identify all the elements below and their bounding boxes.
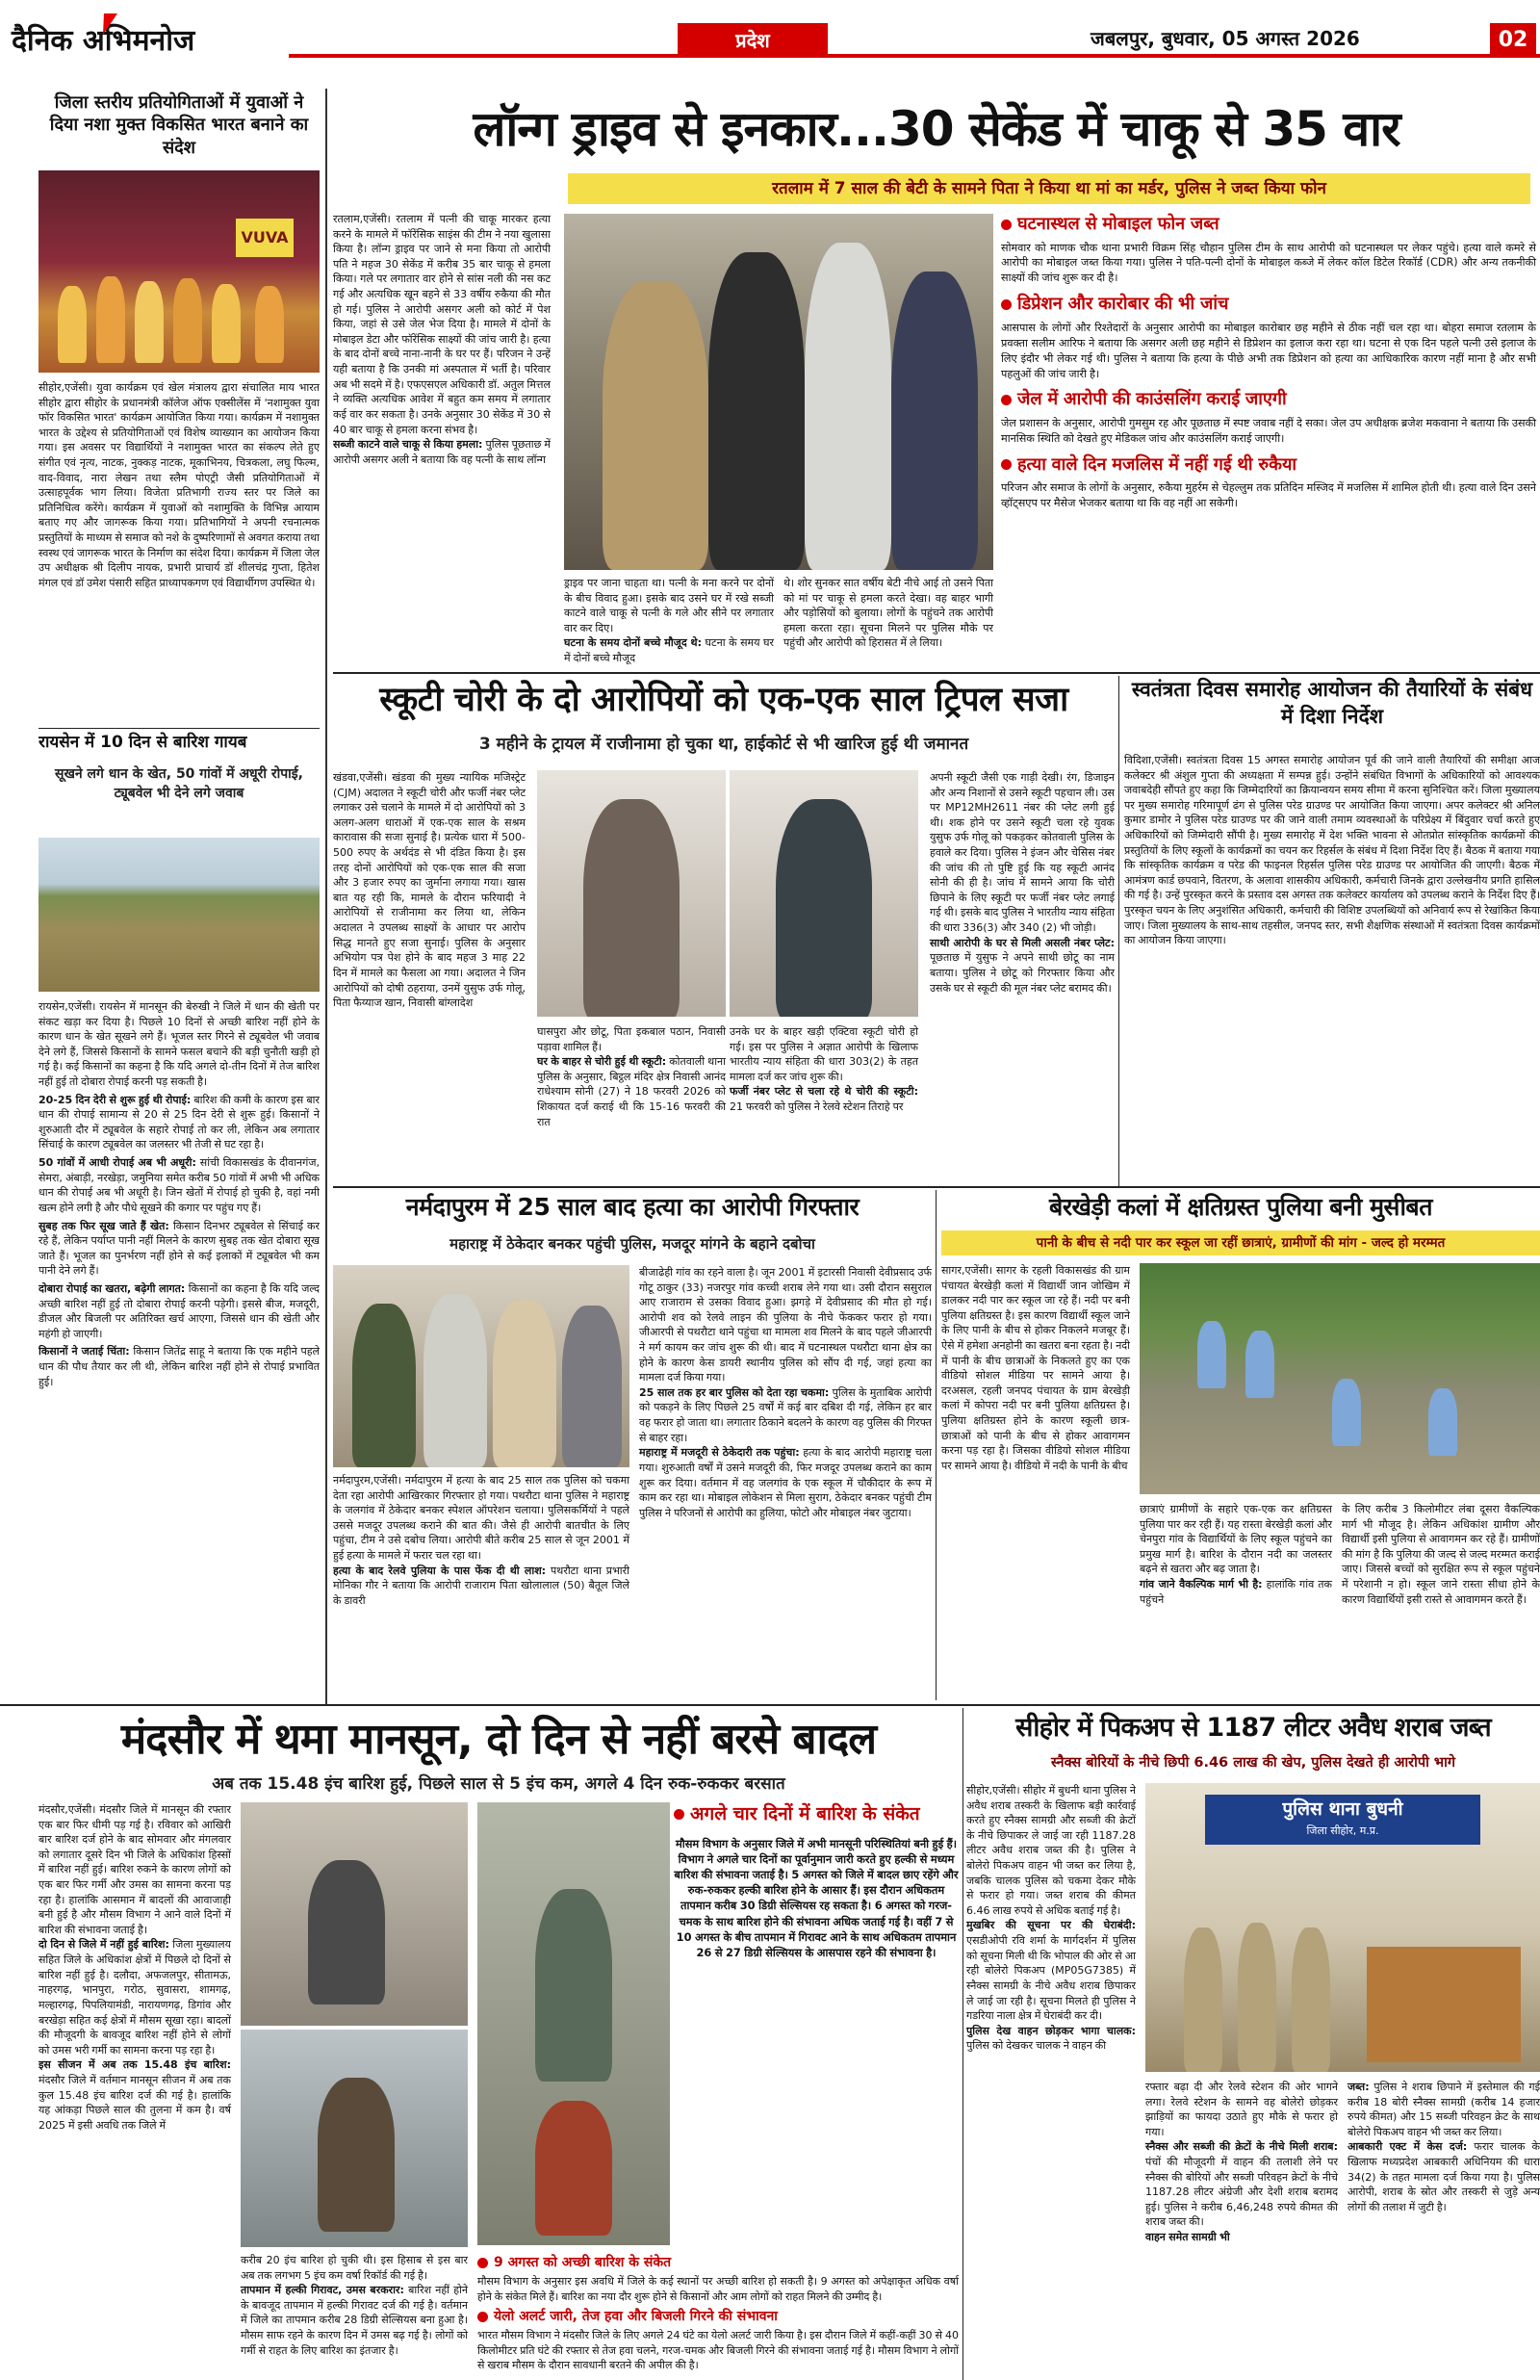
lead-sidebar [1001, 212, 1536, 669]
sehore-col1-heading2-text: पुलिस को देखकर चालक ने वाहन की [966, 2039, 1107, 2053]
mandsaur-caption-heading-text: बारिश नहीं होने के बावजूद तापमान में हल्की गिरावट दर्ज की गई है। वर्तमान में जिले का तापमान करीब 28 डिग्री सेल्सियस बना हुआ है। मौसम साफ रहने के कारण दिन में उमस बढ़ गई है। लोगों को गर्मी से राहत के लिए बारिश का इंतजार है। [241, 2284, 469, 2357]
narmada-col2-heading: 25 साल तक हर बार पुलिस को देता रहा चकमा: [639, 1385, 830, 1399]
yellow-alert-heading [477, 2307, 959, 2325]
left-story-yuva [38, 91, 320, 727]
scooty-col4-heading: साथी आरोपी के घर से मिली असली नंबर प्लेट: [930, 936, 1115, 949]
raisen-p6: किसान जितेंद्र साहू ने बताया कि एक महीने पहले धान की पौध तैयार कर ली थी, लेकिन बारिश नहीं होने से रोपाई प्रभावित हुई। [38, 1345, 320, 1388]
rain-signs-block [477, 2253, 959, 2380]
mandsaur-subhead: अब तक 15.48 इंच बारिश हुई, पिछले साल से 5 इंच कम, अगले 4 दिन रुक-रुककर बरसात [212, 1774, 785, 1794]
lead-caption-left-text: ड्राइव पर जाना चाहता था। पत्नी के मना करने पर दोनों के बीच विवाद हुआ। इसके बाद उसने घर में रखे सब्जी काटने वाले चाकू से पत्नी के गले और सीने पर लगातार वार कर दिए। [564, 577, 774, 634]
berkhedi-col2 [1140, 1502, 1332, 1698]
lead-col1-heading-text: पुलिस पूछताछ में आरोपी असगर अली ने बताया कि वह पत्नी के साथ लॉन्ग [333, 438, 551, 466]
left-story-raisen-body [38, 999, 320, 1702]
sehore-col3-heading2: आबकारी एक्ट में केस दर्ज: [1348, 2140, 1468, 2154]
accused-photo-1 [537, 770, 726, 1017]
road-riders-photo-3 [477, 1802, 670, 2245]
lead-side-h2 [1001, 292, 1536, 317]
mandsaur-photo-caption [241, 2253, 468, 2378]
lead-photo-caption-right: थे। शोर सुनकर सात वर्षीय बेटी नीचे आई तो उसने पिता को मां पर चाकू से हमला करते देखा। वह बाहर भागी और पड़ोसियों को बुलाया। लोगों के पहुंचने तक आरोपी हमला करता रहा। सूचना मिलने पर पुलिस मौके पर पहुंची और आरोपी को हिरासत में ले लिया। [783, 577, 993, 650]
bullet-icon [477, 2312, 488, 2322]
berkhedi-col2-heading: गांव जाने वैकल्पिक मार्ग भी है: [1140, 1578, 1263, 1591]
narmada-col1-heading: हत्या के बाद रेलवे पुलिया के पास फेंक दी थी लाश: [333, 1564, 547, 1577]
forecast-heading [674, 1802, 959, 1826]
road-riders-photo-2 [241, 2030, 468, 2247]
scooty-col4 [930, 770, 1115, 1175]
sehore-headline: सीहोर में पिकअप से 1187 लीटर अवैध शराब जब्त [1015, 1713, 1491, 1743]
lead-headline: लॉन्ग ड्राइव से इनकार...30 सेकेंड में चाकू से 35 वार [473, 101, 1400, 157]
left-story-raisen-title: रायसेन में 10 दिन से बारिश गायब [38, 733, 247, 752]
lead-photo-caption-left [564, 576, 774, 669]
forecast-box [674, 1802, 959, 2245]
lead-col1-text: रतलाम,एजेंसी। रतलाम में पत्नी की चाकू मारकर हत्या करने के मामले में फॉरेंसिक साइंस की टीम ने नया खुलासा किया है। लॉन्ग ड्राइव पर जाने से मना किया तो आरोपी पति ने महज 30 सेकेंड में करीब 35 बार चाकू से हमला किया। गले पर लगातार वार होने से सांस नली की नस कट गई और अत्यधिक खून बहने से 33 वर्षीय रुकैया की मौत हो गई। पुलिस ने आरोपी असगर अली को कोर्ट में पेश किया, जहां से उसे जेल भेज दिया है। मामले में दोनों के मोबाइल डेटा और फॉरेंसिक साक्ष्यों की जांच जारी है। हत्या के बाद दोनों बच्चे नाना-नानी के घर पर हैं। परिजन ने उन्हें यही बताया है कि उनकी मां अस्पताल में भर्ती है। परिवार अब भी सदमे में है। एफएसएल अधिकारी डॉ. अतुल मित्तल ने व्यक्ति अत्यधिक आवेश में बहुत कम समय में लगातार कई वार कर सकता है। उनके अनुसार 30 सेकेंड में 30 से 40 बार चाकू से हमला करना संभव है। [333, 213, 551, 436]
bullet-icon [1001, 395, 1012, 405]
mandsaur-caption-heading: तापमान में हल्की गिरावट, उमस बरकरार: [241, 2284, 404, 2297]
mandsaur-caption-text: करीब 20 इंच बारिश हो चुकी थी। इस हिसाब से इस बार अब तक लगभग 5 इंच कम वर्षा रिकॉर्ड की गई है। [241, 2254, 468, 2282]
sehore-col2-text: रफ्तार बढ़ा दी और रेलवे स्टेशन की ओर भागने लगा। रेलवे स्टेशन के सामने वह बोलेरो छोड़कर झाड़ियों का फायदा उठाते हुए मौके से फरार हो गया। [1145, 2081, 1338, 2138]
scooty-caption-left-text: घासपुरा और छोटू, पिता इकबाल पठान, निवासी पड़ावा शामिल हैं। [537, 1025, 726, 1053]
mandsaur-story [38, 1708, 959, 2380]
mandsaur-col1-heading: दो दिन से जिले में नहीं हुई बारिश: [38, 1938, 169, 1952]
sehore-story [966, 1708, 1540, 2380]
sehore-col2-heading2: वाहन समेत सामग्री भी [1145, 2231, 1230, 2244]
sehore-col2-heading: स्नैक्स और सब्जी की क्रेटों के नीचे मिली शराब: [1145, 2140, 1338, 2154]
raisen-p4: किसान दिनभर ट्यूबवेल से सिंचाई कर रहे हैं, लेकिन पर्याप्त पानी नहीं मिलने के कारण सुबह तक खेत दोबारा सूख जाते हैं। भूजल का पुनर्भरण नहीं होने से कई इलाकों में ट्यूबवेल भी कम पानी देने लगे हैं। [38, 1219, 320, 1278]
lead-col1-heading: सब्जी काटने वाले चाकू से किया हमला: [333, 438, 483, 452]
raisen-p2: बारिश की कमी के कारण इस बार धान की रोपाई सामान्य से 20 से 25 दिन देरी से शुरू हुई। किसानों ने शुरुआती दौर में ट्यूबवेल के सहारे रोपाई तो कर ली, लेकिन अब लगातार सिंचाई के कारण ट्यूबवेल का जलस्तर भी तेजी से घट रहा है। [38, 1093, 320, 1151]
section-label: प्रदेश [678, 23, 828, 58]
narmada-col1-heading-text: पथरौटा थाना प्रभारी मोनिका गौर ने बताया कि आरोपी राजाराम पिता खोलालाल (50) बैतूल जिले के डावरी [333, 1564, 629, 1607]
lead-side-h1-text: घटनास्थल से मोबाइल फोन जब्त [1017, 214, 1219, 234]
yuva-banner: VUVA [236, 219, 294, 257]
sehore-col1-heading: मुखबिर की सूचना पर की घेराबंदी: [966, 1919, 1136, 1932]
lead-col1 [333, 212, 551, 669]
forecast-body: मौसम विभाग के अनुसार जिले में अभी मानसूनी परिस्थितियां बनी हुई हैं। विभाग ने अगले चार दिनों का पूर्वानुमान जारी करते हुए हल्की से मध्यम बारिश की संभावना जताई है। 5 अगस्त को जिले में बादल छाए रहेंगे और रुक-रुककर हल्की बारिश होने के आसार हैं। इस दौरान अधिकतम तापमान करीब 30 डिग्री सेल्सियस रह सकता है। 6 अगस्त को गरज-चमक के साथ बारिश होने की संभावना अधिक जताई गई है। वहीं 7 से 10 अगस्त के बीच तापमान में गिरावट आने के साथ अधिकतम तापमान 26 से 27 डिग्री सेल्सियस के आसपास रहने की संभावना है। [674, 1836, 959, 1959]
lead-caption-left-heading: घटना के समय दोनों बच्चे मौजूद थे: [564, 636, 702, 650]
sehore-col2 [1145, 2080, 1338, 2378]
lead-caption-left-heading-text: घटना के समय घर में दोनों बच्चे मौजूद [564, 636, 775, 665]
rain-signs-heading-text: 9 अगस्त को अच्छी बारिश के संकेत [494, 2255, 672, 2270]
scooty-caption-left-heading: घर के बाहर से चोरी हुई थी स्कूटी: [537, 1055, 667, 1069]
sehore-col3-heading-text: पुलिस ने शराब छिपाने में इस्तेमाल की गई करीब 18 बोरी स्नैक्स सामग्री (करीब 14 हजार रुपये कीमत) और 15 सब्जी परिवहन क्रेट के साथ बोलेरो पिकअप वाहन भी जब्त कर लिया। [1348, 2081, 1540, 2138]
mandsaur-col1-heading-text: जिला मुख्यालय सहित जिले के अधिकांश क्षेत्रों में पिछले दो दिनों से बारिश नहीं हुई है। दलौदा, अफजलपुर, सीतामऊ, नाहरगढ़, भानपुरा, गरोठ, सुवासरा, शामगढ़, मल्हारगढ़, पिपलियामंडी, नारायणगढ़, डिगांव और बरखेड़ा सहित कई क्षेत्रों में मौसम सूखा रहा। बादलों की मौजूदगी के बावजूद बारिश नहीं होने से लोगों को उमस भरी गर्मी का सामना करना पड़ रहा है। [38, 1938, 232, 2057]
mandsaur-col1 [38, 1802, 231, 2378]
scooty-col4-heading-text: पूछताछ में युसुफ ने अपने साथी छोटू का नाम बताया। पुलिस ने छोटू को गिरफ्तार किया और उसके घर से स्कूटी की मूल नंबर प्लेट बरामद की। [930, 951, 1115, 995]
mandsaur-col1-text: मंदसौर,एजेंसी। मंदसौर जिले में मानसून की रफ्तार एक बार फिर धीमी पड़ गई है। रविवार को आखिरी बार बारिश दर्ज होने के बाद सोमवार और मंगलवार को लगातार दूसरे दिन भी जिले के अधिकांश हिस्सों में बारिश नहीं हुई। बारिश रुकने के कारण लोगों को एक बार फिर गर्मी और उमस का सामना करना पड़ रहा है। हालांकि आसमान में बादलों की आवाजाही बनी हुई है और मौसम विभाग ने आने वाले दिनों में बारिश की संभावना जताई है। [38, 1803, 231, 1936]
lead-side-h3 [1001, 387, 1536, 412]
raisen-h5: किसानों ने जताई चिंता: [38, 1345, 130, 1358]
independence-body: विदिशा,एजेंसी। स्वतंत्रता दिवस 15 अगस्त समारोह आयोजन पूर्व की जाने वाली तैयारियों की समीक्षा आज कलेक्टर श्री अंशुल गुप्ता की अध्यक्षता में सम्पन्न हुई। उन्होंने संबंधित विभागों के अधिकारियों को आवश्यक जवाबदेही सौंपते हुए कहा कि जिम्मेदारियों का क्रियान्वयन समय सीमा में करना सुनिश्चित करें। जिला मुख्यालय पर मुख्य समारोह गरिमापूर्ण ढंग से पुलिस परेड ग्राउण्ड पर आयोजित किया जाएगा। अपर कलेक्टर श्री अनिल कुमार डामोर ने पुलिस परेड ग्राउण्ड पर की जाने वाली तमाम व्यवस्थाओं के परिप्रेक्ष्य में बिंदुवार चर्चा करते हुए अधिकारियों को जिम्मेदारी सौंपी है। मुख्य समारोह में देश भक्ति भावना से ओतप्रोत सांस्कृतिक कार्यक्रमों की प्रस्तुतियों के लिए स्कूलों के कार्यक्रमों का चयन कर रिहर्सल के संबंध में दिशा निर्देश दिए हैं। बैठक में बताया गया कि सांस्कृतिक कार्यक्रम व परेड की फाइनल रिहर्सल पुलिस परेड ग्राउण्ड पर आयोजित की जाएगी। बैठक में आमंत्रण कार्ड छपवाने, वितरण, के अलावा शासकीय अधिकारी, कर्मचारी जिनके द्वारा उल्लेखनीय प्रगति हासिल की गई है। उन्हें पुरस्कृत करने के प्रस्ताव दस अगस्त तक कलेक्टर कार्यालय को उपलब्ध कराने के निर्देश दिए हैं। पुरस्कृत चयन के लिए अनुशंसित अधिकारी, कर्मचारी की विशिष्ट उपलब्धियों को अनिवार्य रूप से रेखांकित किया जाए। जिला मुख्यालय के साथ-साथ तहसील, जनपद स्तर, सभी शैक्षणिक संस्थाओं में स्वतंत्रता दिवस कार्यक्रमों का आयोजन किया जाएगा। [1124, 754, 1540, 947]
lead-side-h1 [1001, 212, 1536, 237]
scooty-col4-text: अपनी स्कूटी जैसी एक गाड़ी देखी। रंग, डिजाइन और अन्य निशानों से उसने स्कूटी पहचान ली। उस पर MP12MH2611 नंबर की प्लेट लगी हुई थी। शक होने पर उसने स्कूटी चला रहे युवक युसुफ उर्फ गोलू को पकड़कर कोतवाली पुलिस के हवाले कर दिया। पुलिस ने इंजन और चेसिस नंबर की जांच की तो पुष्टि हुई कि यह स्कूटी आनंद सोनी की ही है। जांच में सामने आया कि चोरी छिपाने के लिए स्कूटी पर फर्जी नंबर प्लेट लगाई गई थी। इसके बाद पुलिस ने भारतीय न्याय संहिता की धारा 336(3) और 340 (2) भी जोड़ी। [930, 771, 1115, 935]
accused-photo-2 [730, 770, 918, 1017]
berkhedi-col3: के लिए करीब 3 किलोमीटर लंबा दूसरा वैकल्पिक मार्ग भी मौजूद है। लेकिन अधिकांश ग्रामीण और विद्यार्थी इसी पुलिया से आवागमन कर रहे हैं। ग्रामीणों की मांग है कि पुलिया की जल्द से जल्द मरम्मत कराई जाए। जिससे बच्चों को सुरक्षित रूप से स्कूल पहुंचने में परेशानी न हो। स्कूल जाने रास्ता सीधा होने के कारण विद्यार्थियों इसी रास्ते से आवागमन करते हैं। [1342, 1503, 1540, 1606]
scooty-caption-right [730, 1024, 918, 1175]
bullet-icon [674, 1809, 684, 1820]
narmada-col2-heading2: महाराष्ट्र में मजदूरी से ठेकेदारी तक पहुंचा: [639, 1446, 800, 1460]
raisen-p3: सांची विकासखंड के दीवानगंज, सेमरा, अंबाड़ी, नरखेड़ा, जमुनिया समेत करीब 50 गांवों में अभी भी अधिक धान की रोपाई अब भी अधूरी है। जिन खेतों में रोपाई हो चुकी है, वहां नमी खत्म होने लगी है और पौधे सूखने की कगार पर पहुंच गए हैं। [38, 1156, 320, 1214]
left-story-yuva-body: सीहोर,एजेंसी। युवा कार्यक्रम एवं खेल मंत्रालय द्वारा संचालित माय भारत सीहोर द्वारा सीहोर के प्रधानमंत्री कॉलेज ऑफ एक्सीलेंस में 'नशामुक्त युवा फॉर विकसित भारत' कार्यक्रम आयोजित किया गया। कार्यक्रम में नशामुक्त भारत के उद्देश्य से प्रतियोगिताओं एवं विशेष व्याख्यान का आयोजन किया गया। इस अवसर पर विद्यार्थियों ने नशामुक्त भारत का संकल्प लेते हुए संगीत एवं नृत्य, नाटक, नुक्कड़ नाटक, मूकाभिनय, चित्रकला, लघु फिल्म, वाद-विवाद, नारा लेखन तथा स्लैम पोएट्री जैसी प्रतियोगिताओं में उत्साहपूर्वक भाग लिया। विजेता प्रतिभागी राज्य स्तर पर जिले का प्रतिनिधित्व करेंगे। कार्यक्रम में युवाओं को नशामुक्ति के विभिन्न आयाम बताए गए और जागरूक किया गया। प्रतिभागियों ने अपनी रचनात्मक प्रस्तुतियों के माध्यम से समाज को नशे के दुष्परिणामों से अवगत कराया तथा स्वस्थ एवं जागरूक भारत के निर्माण का संदेश दिया। कार्यक्रम में जिला जेल उप अधीक्षक श्री दिलीप नायक, प्रभारी प्राचार्य डॉ शीलचंद्र गुप्ता, हितेश मंगल एवं डॉ उमेश पंसारी सहित प्राध्यापकगण एवं विद्यार्थीगण उपस्थित थे। [38, 381, 320, 589]
scooty-caption-right-heading: फर्जी नंबर प्लेट से चला रहे थे चोरी की स्कूटी: [730, 1085, 918, 1099]
left-story-raisen [38, 730, 320, 1702]
scooty-caption-right-text: उनके घर के बाहर खड़ी एक्टिवा स्कूटी चोरी हो गई। इस पर पुलिस ने अज्ञात आरोपी के खिलाफ भारतीय न्याय संहिता की धारा 303(2) के तहत मामला दर्ज कर जांच शुरू की। [730, 1025, 918, 1083]
scooty-caption-right-heading-text: 21 फरवरी को पुलिस ने रेलवे स्टेशन तिराहे पर [730, 1100, 904, 1114]
berkhedi-subhead: पानी के बीच से नदी पार कर स्कूल जा रहीं छात्राएं, ग्रामीणों की मांग - जल्द हो मरम्मत [941, 1230, 1540, 1255]
narmada-headline: नर्मदापुरम में 25 साल बाद हत्या का आरोपी गिरफ्तार [405, 1193, 860, 1221]
sehore-col3 [1348, 2080, 1540, 2378]
lead-side-p4: परिजन और समाज के लोगों के अनुसार, रुकैया मुहर्रम से चेहल्लुम तक प्रतिदिन मस्जिद में मजलिस में शामिल होती थी। हत्या वाले दिन उसने व्हॉट्सएप पर मैसेज भेजकर बताया था कि वह नहीं आ सकेगी। [1001, 481, 1536, 510]
lead-story [333, 89, 1540, 671]
berkhedi-col2-text: छात्राएं ग्रामीणों के सहारे एक-एक कर क्षतिग्रस्त पुलिया पार कर रही हैं। यह रास्ता बेरखेड़ी कलां और चेनपुरा गांव के विद्यार्थियों के लिए स्कूल पहुंचने का प्रमुख मार्ग है। बारिश के दौरान नदी का जलस्तर बढ़ने से खतरा और बढ़ जाता है। [1140, 1503, 1332, 1576]
yuva-stage-photo [38, 170, 320, 373]
narmada-subhead: महाराष्ट्र में ठेकेदार बनकर पहुंची पुलिस, मजदूर मांगने के बहाने दबोचा [449, 1235, 815, 1253]
independence-story [1124, 676, 1540, 1186]
narmada-arrest-photo [333, 1265, 629, 1467]
masthead-logo: दैनिक अभिमनोज [12, 24, 195, 58]
sehore-col1-text: सीहोर,एजेंसी। सीहोर में बुधनी थाना पुलिस ने अवैध शराब तस्करी के खिलाफ बड़ी कार्रवाई करते हुए स्नैक्स सामग्री और सब्जी की क्रेटों के नीचे छिपाकर ले जाई जा रही 1187.28 लीटर अवैध शराब जब्त की है। पुलिस ने बोलेरो पिकअप वाहन भी जब्त कर लिया है, जबकि चालक पुलिस को चकमा देकर मौके से फरार हो गया। जब्त शराब की कीमत 6.46 लाख रुपये से अधिक बताई गई है। [966, 1784, 1136, 1917]
police-station-sign [1205, 1795, 1480, 1845]
sehore-subhead: स्नैक्स बोरियों के नीचे छिपी 6.46 लाख की खेप, पुलिस देखते ही आरोपी भागे [1050, 1755, 1455, 1771]
narmada-col2-text: बीजाढेही गांव का रहने वाला है। जून 2001 में इटारसी निवासी देवीप्रसाद उर्फ गोटू ठाकुर (33) नजरपुर गांव कच्ची शराब लेने गया था। उसी दौरान ससुराल आए राजाराम से उसका विवाद हुआ। झगड़े में देवीप्रसाद की मौत हो गई। आरोपी शव को रेलवे लाइन की पुलिया के नीचे फेंककर फरार हो गया। जीआरपी से पथरौटा थाने पहुंचा था मामला शव मिलने के बाद पहले जीआरपी ने मर्ग कायम कर जांच शुरू की थी। बाद में घटनास्थल पथरौटा थाना क्षेत्र का होने के कारण केस डायरी स्थानीय पुलिस को सौंप दी गई, जहां हत्या का मामला दर्ज किया गया। [639, 1266, 932, 1384]
yellow-alert-body: भारत मौसम विभाग ने मंदसौर जिले के लिए अगले 24 घंटे का येलो अलर्ट जारी किया है। इस दौरान जिले में कहीं-कहीं 30 से 40 किलोमीटर प्रति घंटे की रफ्तार से तेज हवा चलने, गरज-चमक और बिजली गिरने की संभावना जताई गई है। मौसम विभाग ने लोगों से खराब मौसम के दौरान सावधानी बरतने की अपील की है। [477, 2329, 959, 2372]
narmada-col1-text: नर्मदापुरम,एजेंसी। नर्मदापुरम में हत्या के बाद 25 साल तक पुलिस को चकमा देता रहा आरोपी आखिरकार गिरफ्तार हो गया। पथरौटा थाना पुलिस ने महाराष्ट्र के जलगांव में ठेकेदार बनकर स्पेशल ऑपरेशन चलाया। पुलिसकर्मियों ने पहले उससे मजदूर उपलब्ध कराने की बात की। जैसे ही आरोपी बातचीत के लिए पहुंचा, टीम ने उसे दबोच लिया। आरोपी बीते करीब 25 साल से जून 2001 में हुई हत्या के मामले में फरार चल रहा था। [333, 1474, 629, 1563]
berkhedi-story [941, 1190, 1540, 1700]
left-story-raisen-subtitle: सूखने लगे धान के खेत, 50 गांवों में अधूरी रोपाई, ट्यूबवेल भी देने लगे जवाब [55, 766, 303, 801]
scooty-caption-left-heading-text: कोतवाली थाना पुलिस के अनुसार, बिट्ठल मंदिर क्षेत्र निवासी आनंद राधेश्याम सोनी (27) ने 18 फरवरी 2026 को शिकायत दर्ज कराई थी कि 15-16 फरवरी की रात [537, 1055, 726, 1128]
narmada-col1 [333, 1473, 629, 1698]
rain-signs-body: मौसम विभाग के अनुसार इस अवधि में जिले के कई स्थानों पर अच्छी बारिश हो सकती है। 9 अगस्त को अपेक्षाकृत अधिक वर्षा होने के संकेत मिले हैं। बारिश का नया दौर शुरू होने से किसानों और आम लोगों को राहत मिलने की उम्मीद है। [477, 2275, 959, 2303]
lead-side-p2: आसपास के लोगों और रिश्तेदारों के अनुसार आरोपी का मोबाइल कारोबार छह महीने से ठीक नहीं चल रहा था। बोहरा समाज रतलाम के प्रवक्ता सलीम आरिफ ने बताया कि असगर अली छह महीने से डिप्रेशन का इलाज करा रहा था। घटना से एक दिन पहले पत्नी उसे इलाज के लिए इंदौर भी लेकर गई थी। पुलिस ने बताया कि हत्या के पीछे अभी तक डिप्रेशन को हत्या का आधिकारिक कारण नहीं माना है और सभी पहलुओं की जांच जारी है। [1001, 321, 1536, 380]
dateline: जबलपुर, बुधवार, 05 अगस्त 2026 [1091, 27, 1360, 50]
scooty-story [333, 676, 1115, 1177]
raisen-h3: सुबह तक फिर सूख जाते हैं खेत: [38, 1219, 169, 1232]
bullet-icon [1001, 220, 1012, 230]
narmada-story [333, 1190, 932, 1700]
sehore-col3-heading: जब्त: [1348, 2081, 1370, 2093]
independence-title: स्वतंत्रता दिवस समारोह आयोजन की तैयारियों के संबंध में दिशा निर्देश [1131, 678, 1533, 729]
lead-side-h2-text: डिप्रेशन और कारोबार की भी जांच [1017, 294, 1229, 315]
narmada-col2 [639, 1265, 932, 1698]
narmada-col2-heading2-text: हत्या के बाद आरोपी महाराष्ट्र चला गया। शुरुआती वर्षों में उसने मजदूरी की, फिर मजदूर उपलब्ध कराने का काम शुरू कर दिया। वर्तमान में वह जलगांव के एक स्कूल में चौकीदार के रूप में काम कर रहा था। मोबाइल लोकेशन से मिला सुराग, ठेकेदार बनकर पहुंची टीम पुलिस ने परिजनों से आरोपी का हुलिया, फोटो और मोबाइल नंबर जुटाया। [639, 1446, 932, 1519]
mandsaur-col1-heading2-text: मंदसौर जिले में वर्तमान मानसून सीजन में अब तक कुल 15.48 इंच बारिश दर्ज की गई है। हालांकि यह आंकड़ा पिछले साल की तुलना में कम है। वर्ष 2025 में इसी अवधि तक जिले में [38, 2073, 231, 2132]
raisen-h2: 50 गांवों में आधी रोपाई अब भी अधूरी: [38, 1156, 196, 1170]
forecast-heading-text: अगले चार दिनों में बारिश के संकेत [690, 1803, 920, 1824]
raisen-h1: 20-25 दिन देरी से शुरू हुई थी रोपाई: [38, 1093, 192, 1106]
sehore-col1 [966, 1783, 1136, 2378]
lead-side-h4-text: हत्या वाले दिन मजलिस में नहीं गई थी रुकैया [1017, 453, 1297, 475]
sehore-col3-heading2-text: फरार चालक के खिलाफ मध्यप्रदेश आबकारी अधिनियम की धारा 34(2) के तहत मामला दर्ज किया गया है। पुलिस आरोपी, शराब के स्रोत और तस्करी से जुड़े अन्य लोगों की तलाश में जुटी है। [1348, 2140, 1540, 2213]
road-riders-photo-1 [241, 1802, 468, 2026]
sehore-col1-heading2: पुलिस देख वाहन छोड़कर भागा चालक: [966, 2024, 1136, 2037]
river-crossing-photo [1140, 1263, 1540, 1494]
narmada-col2-heading-text: पुलिस के मुताबिक आरोपी को पकड़ने के लिए पिछले 25 वर्षों में कई बार दबिश दी गई, लेकिन हर बार वह फरार हो जाता था। लगातार ठिकाने बदलने के कारण वह पुलिस की गिरफ्त से बाहर रहा। [639, 1385, 932, 1444]
scooty-headline: स्कूटी चोरी के दो आरोपियों को एक-एक साल ट्रिपल सजा [379, 681, 1068, 719]
police-station-photo [1145, 1783, 1540, 2072]
masthead [0, 0, 1540, 89]
bullet-icon [477, 2258, 488, 2268]
lead-side-h4 [1001, 453, 1536, 478]
berkhedi-col1: सागर,एजेंसी। सागर के रहली विकासखंड की ग्राम पंचायत बेरखेड़ी कलां में विद्यार्थी जान जोखिम में डालकर नदी पार कर स्कूल जा रहे हैं। नदी पर बनी पुलिया क्षतिग्रस्त है। इस कारण विद्यार्थी स्कूल जाने के लिए पानी के बीच से होकर निकलने मजबूर हैं। ऐसे में हमेशा अनहोनी का खतरा बना रहता है। नदी में पानी के बीच छात्राओं के निकलते हुए का एक वीडियो सोशल मीडिया पर सामने आया है। दरअसल, रहली जनपद पंचायत के ग्राम बेरखेड़ी कलां में कोपरा नदी पर बनी पुलिया क्षतिग्रस्त है। पुलिया क्षतिग्रस्त होने के कारण स्कूली छात्र-छात्राओं को पानी के बीच से होकर आवागमन करना पड़ रहा है। जिसका वीडियो सोशल मीडिया पर सामने आया है। वीडियो में नदी के पानी के बीच [941, 1264, 1130, 1472]
scooty-subhead: 3 महीने के ट्रायल में राजीनामा हो चुका था, हाईकोर्ट से भी खारिज हुई थी जमानत [478, 735, 969, 754]
lead-side-h3-text: जेल में आरोपी की काउंसलिंग कराई जाएगी [1017, 389, 1287, 410]
dry-field-photo [38, 838, 320, 992]
lead-subhead: रतलाम में 7 साल की बेटी के सामने पिता ने किया था मां का मर्डर, पुलिस ने जब्त किया फोन [568, 173, 1530, 204]
scooty-caption-left [537, 1024, 726, 1175]
raisen-p5: किसानों का कहना है कि यदि जल्द अच्छी बारिश नहीं हुई तो दोबारा रोपाई करनी पड़ेगी। इससे बीज, मजदूरी, डीजल और बिजली पर अतिरिक्त खर्च आएगा, जिससे धान की खेती और महंगी हो जाएगी। [38, 1281, 320, 1340]
lead-side-p3: जेल प्रशासन के अनुसार, आरोपी गुमसुम रह और पूछताछ में स्पष्ट जवाब नहीं दे सका। जेल उप अधीक्षक ब्रजेश मकवाना ने बताया कि उसकी मानसिक स्थिति को देखते हुए मेडिकल जांच और काउंसलिंग कराई जाएगी। [1001, 416, 1536, 445]
police-accused-photo [564, 214, 993, 570]
berkhedi-col2-heading-text: हालांकि गांव तक पहुंचने [1140, 1578, 1332, 1606]
raisen-p1: रायसेन,एजेंसी। रायसेन में मानसून की बेरुखी ने जिले में धान की खेती पर संकट खड़ा कर दिया है। पिछले 10 दिनों से अच्छी बारिश नहीं होने के कारण धान के खेत सूखने लगे हैं। भूजल स्तर गिरने से ट्यूबवेल भी जवाब देने लगे हैं, जिससे किसानों के सामने फसल बचाने की बड़ी चुनौती खड़ी हो गई है। कई किसानों का कहना है कि यदि अगले दो-तीन दिनों में तेज बारिश नहीं हुई तो दोबारा रोपाई करनी पड़ सकती है। [38, 1000, 320, 1089]
police-station-sign-text: पुलिस थाना बुधनी [1282, 1798, 1403, 1820]
sehore-col2-heading-text: पंचों की मौजूदगी में वाहन की तलाशी लेने पर स्नैक्स की बोरियों और सब्जी परिवहन क्रेटों के नीचे 1187.28 लीटर अंग्रेजी और देशी शराब बरामद हुई। पुलिस ने करीब 6,46,248 रुपये कीमत की शराब जब्त की। [1145, 2156, 1338, 2229]
left-story-yuva-title: जिला स्तरीय प्रतियोगिताओं में युवाओं ने दिया नशा मुक्त विकसित भारत बनाने का संदेश [49, 92, 309, 158]
mandsaur-col1-heading2: इस सीजन में अब तक 15.48 इंच बारिश: [38, 2058, 231, 2072]
sehore-col1-heading-text: एसडीओपी रवि शर्मा के मार्गदर्शन में पुलिस को सूचना मिली थी कि भोपाल की ओर से आ रही बोलेरो पिकअप (MP05G7385) में स्नैक्स सामग्री के नीचे अवैध शराब छिपाकर ले जाई जा रही है। सूचना मिलते ही पुलिस ने गडरिया नाला क्षेत्र में घेराबंदी कर दी। [966, 1934, 1136, 2023]
police-station-sign-subtext: जिला सीहोर, म.प्र. [1306, 1824, 1379, 1837]
mandsaur-headline: मंदसौर में थमा मानसून, दो दिन से नहीं बरसे बादल [120, 1715, 877, 1764]
berkhedi-headline: बेरखेड़ी कलां में क्षतिग्रस्त पुलिया बनी मुसीबत [1049, 1193, 1432, 1221]
scooty-col1: खंडवा,एजेंसी। खंडवा की मुख्य न्यायिक मजिस्ट्रेट (CJM) अदालत ने स्कूटी चोरी और फर्जी नंबर प्लेट लगाकर उसे चलाने के मामले में दो आरोपियों को 3 अलग-अलग धाराओं में एक-एक साल के सश्रम कारावास की सजा सुनाई है। प्रत्येक धारा में 500-500 रुपए के अर्थदंड से भी दंडित किया है। इस तरह दोनों आरोपियों को एक-एक साल की सजा और 3 हजार रुपए का जुर्माना लगाया गया। खास बात यह रही कि, मामले के दौरान फरियादी ने आरोपियों से राजीनामा कर लिया था, लेकिन अदालत ने उपलब्ध साक्ष्यों के आधार पर आरोप सिद्ध मानते हुए सजा सुनाई। पुलिस के अनुसार अभियोग पत्र पेश होने के बाद महज 3 माह 22 दिन में मामले का फैसला आ गया। अदालत ने जिन आरोपियों को दोषी ठहराया, उनमें युसुफ उर्फ गोलू, पिता फैय्याज खान, निवासी बांग्लादेश [333, 771, 526, 1010]
rain-signs-heading [477, 2253, 959, 2271]
raisen-h4: दोबारा रोपाई का खतरा, बढ़ेगी लागत: [38, 1281, 186, 1295]
bullet-icon [1001, 459, 1012, 470]
yellow-alert-heading-text: येलो अलर्ट जारी, तेज हवा और बिजली गिरने की संभावना [494, 2309, 778, 2325]
lead-side-p1: सोमवार को माणक चौक थाना प्रभारी विक्रम सिंह चौहान पुलिस टीम के साथ आरोपी को घटनास्थल पर लेकर पहुंचे। हत्या वाले कमरे से आरोपी का मोबाइल जब्त किया गया। पुलिस ने पति-पत्नी दोनों के मोबाइल कब्जे में लेकर कॉल डिटेल रिकॉर्ड (CDR) और अन्य तकनीकी साक्ष्यों की जांच शुरू कर दी है। [1001, 241, 1536, 285]
page-number: 02 [1490, 23, 1536, 58]
bullet-icon [1001, 299, 1012, 310]
